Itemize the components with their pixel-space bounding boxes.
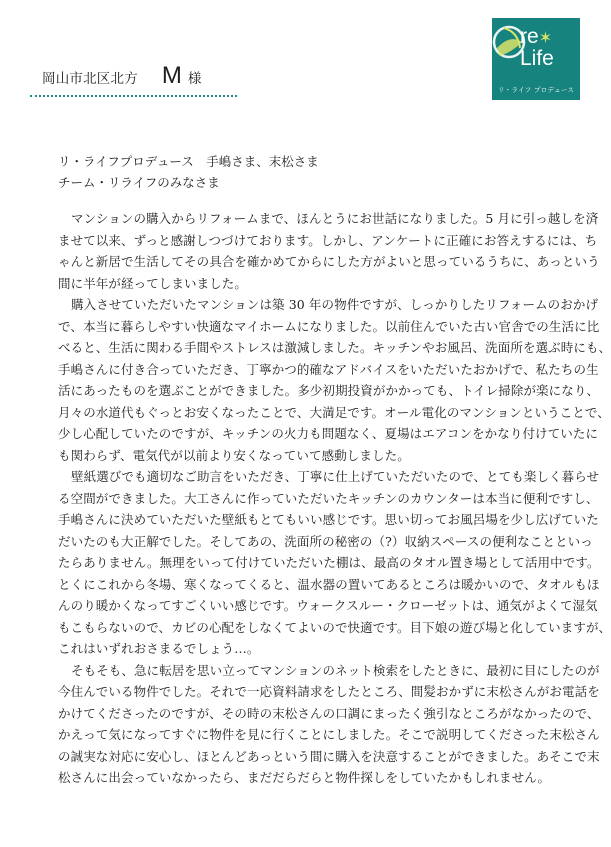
addressee-honorific: 様 <box>187 71 202 87</box>
body-line: かけてくださったのですが、その時の末松さんの口調にまったく強引なところがなかったので、 <box>58 705 600 721</box>
body-line: 活にあったものを選ぶことができました。多少初期投資がかかっても、トイレ掃除が楽になり、 <box>58 383 600 398</box>
salutation <box>58 151 319 193</box>
body-line: だいたのも大正解でした。そしてあの、洗面所の秘密の（?）収納スペースの便利なことといっ <box>58 533 593 549</box>
logo-wordmark-line1: re <box>520 25 539 48</box>
body-line: の誠実な対応に安心し、ほとんどあっという間に購入を決意することができました。あそこで末 <box>58 748 600 764</box>
body-line: で、本当に暮らしやすい快適なマイホームになりました。以前住んでいた古い官舎での生活に比 <box>58 318 600 334</box>
body-line: とくにこれから冬場、寒くなってくると、温水器の置いてあるところは暖かいので、タオルもほ <box>58 576 600 592</box>
body-line: べると、生活に関わる手間やストレスは激減しました。キッチンやお風呂、洗面所を選ぶ時にも、 <box>58 340 611 355</box>
body-line: んのり暖かくなってすごくいい感じです。ウォークスルー・クローゼットは、通気がよくて湿気 <box>58 598 598 613</box>
body-line: たらありません。無理をいって付けていただいた棚は、最高のタオル置き場として活用中です。 <box>58 555 600 570</box>
body-line: る空間ができました。大工さんに作っていただいたキッチンのカウンターは本当に便利ですし、 <box>58 490 599 506</box>
body-line: 少し心配していたのですが、キッチンの火力も問題なく、夏場はエアコンをかなり付けていたに <box>58 426 599 441</box>
body-line: 間に半年が経ってしまいました。 <box>58 275 248 291</box>
logo-wordmark-line2: Life <box>520 47 554 70</box>
salutation-line-2: チーム・リライフのみなさま <box>58 175 220 190</box>
logo-subtitle: リ・ライフ プロデュース <box>497 86 575 94</box>
letter-body <box>58 208 611 789</box>
body-line: 購入させていただいたマンションは築 30 年の物件ですが、しっかりしたリフォームのおかげ <box>71 297 599 312</box>
addressee-place: 岡山市北区北方 <box>42 71 138 87</box>
logo-wordmark <box>520 27 554 69</box>
body-line: そもそも、急に転居を思い立ってマンションのネット検索をしたときに、最初に目にしたのが <box>71 662 600 678</box>
body-line: 手嶋さんに付き合っていただき、丁寧かつ的確なアドバイスをいただいたおかげで、私たちの生 <box>58 361 599 377</box>
body-line: かえって気になってすぐに物件を見に行くことにしました。そこで説明してくださった末松さん <box>58 727 600 742</box>
addressee <box>42 62 201 90</box>
body-line: もこもらないので、カビの心配をしなくてよいので快適です。目下娘の遊び場と化していますが、 <box>58 619 611 635</box>
star-icon: ✶ <box>538 30 553 47</box>
body-line: マンションの購入からリフォームまで、ほんとうにお世話になりました。5 月に引っ越しを済 <box>71 211 599 226</box>
addressee-name: M <box>161 62 182 89</box>
body-line: これはいずれおさまるでしょう…。 <box>58 641 260 656</box>
addressee-dotted-rule <box>30 95 237 97</box>
body-line: ませて以来、ずっと感謝しつづけております。しかし、アンケートに正確にお答えするには、ち <box>58 232 598 248</box>
salutation-line-1: リ・ライフプロデュース 手嶋さま、末松さま <box>58 154 319 169</box>
body-line: 壁紙選びでも適切なご助言をいただき、丁寧に仕上げていただいたので、とても楽しく暮らせ <box>71 469 600 484</box>
body-line: 月々の水道代もぐっとお安くなったことで、大満足です。オール電化のマンションということで、 <box>58 404 610 420</box>
body-line: 今住んでいる物件でした。それで一応資料請求をしたところ、間髪おかずに末松さんがお電話を <box>58 684 600 699</box>
body-line: 手嶋さんに決めていただいた壁紙もとてもいい感じです。思い切ってお風呂場を少し広げていた <box>58 512 599 527</box>
body-line: 松さんに出会っていなかったら、まだだらだらと物件探しをしていたかもしれません。 <box>58 770 551 785</box>
relife-logo <box>492 18 580 100</box>
body-line: ゃんと新居で生活してその具合を確かめてからにした方がよいと思っているうちに、あっという <box>58 254 600 269</box>
body-line: も関わらず、電気代が以前より安くなっていて感動しました。 <box>58 447 410 463</box>
